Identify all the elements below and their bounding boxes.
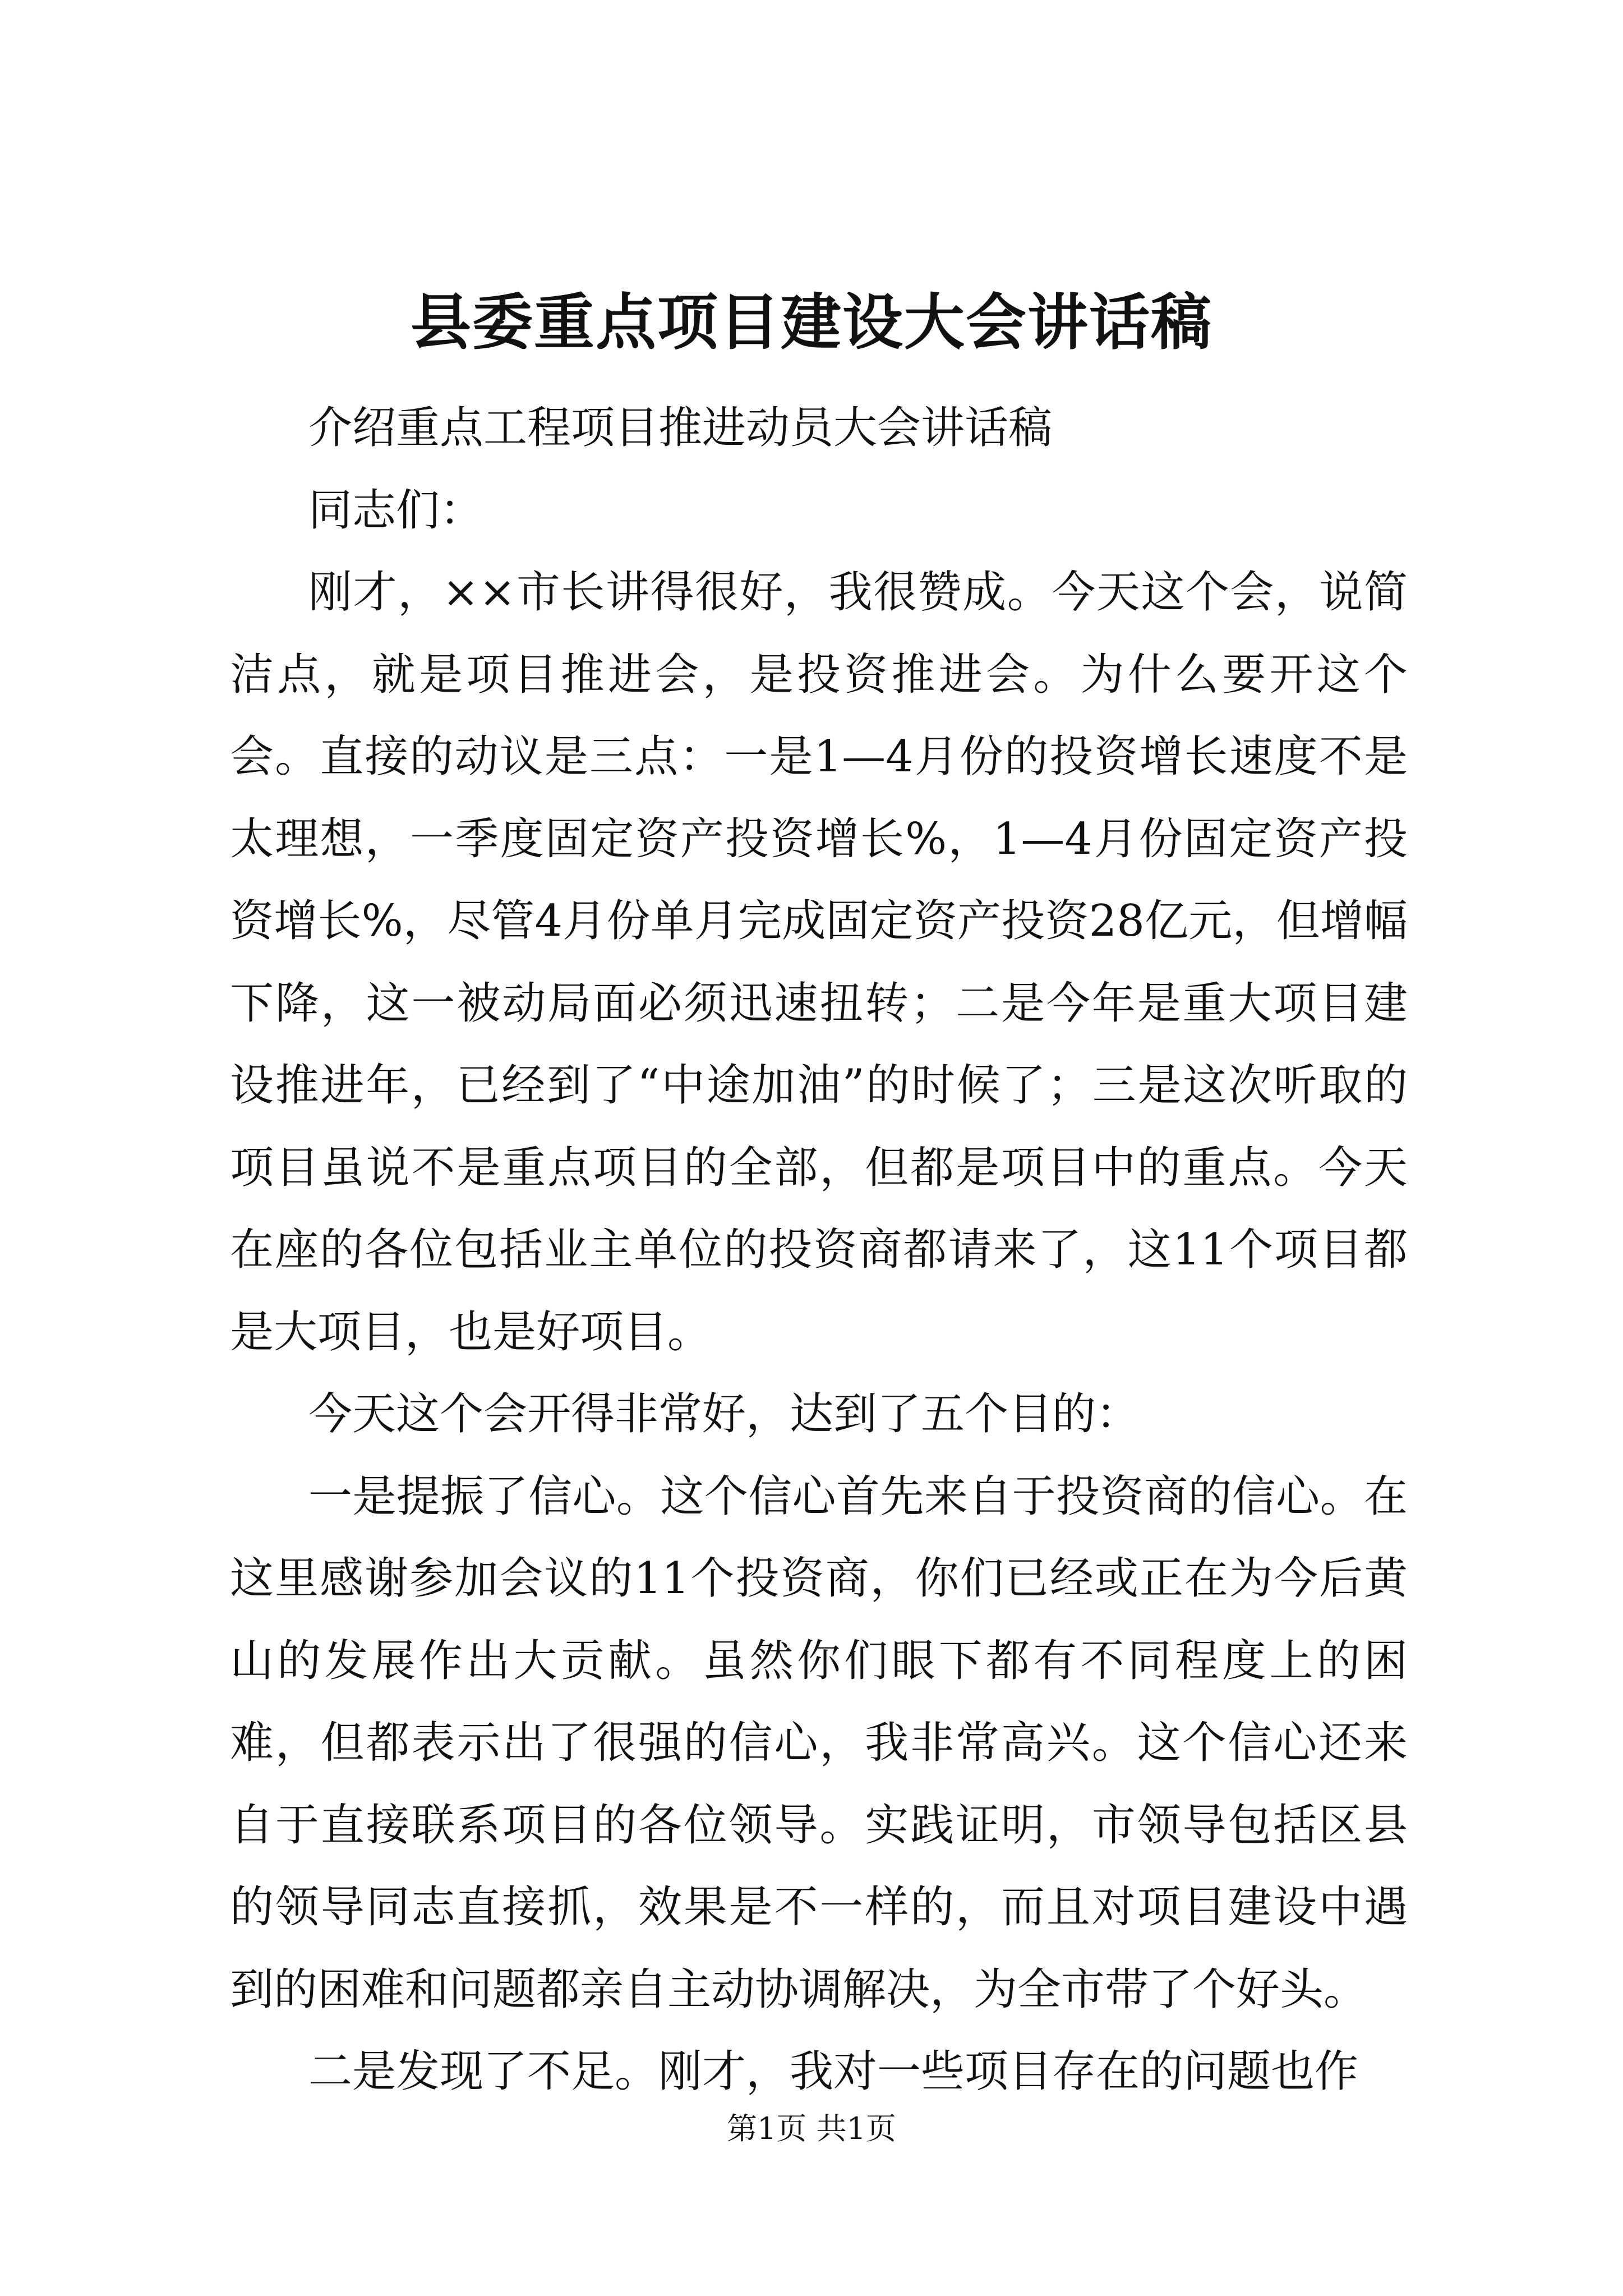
- paragraph-subtitle: 介绍重点工程项目推进动员大会讲话稿: [308, 403, 1053, 453]
- page-footer: 第1页 共1页: [727, 2111, 896, 2146]
- paragraph-point-two: 二是发现了不足。刚才，我对一些项目存在的问题也作: [308, 2046, 1359, 2097]
- document-body: [230, 387, 1408, 2113]
- paragraph-point-one: 一是提振了信心。这个信心首先来自于投资商的信心。在这里感谢参加会议的11个投资商，你们已经或正在为今后黄山的发展作出大贡献。虽然你们眼下都有不同程度上的困难，但都表示出了很强的信心，我非常高兴。这个信心还来自于直接联系项目的各位领导。实践证明，市领导包括区县的领导同志直接抓，效果是不一样的，而且对项目建设中遇到的困难和问题都亲自主动协调解决，为全市带了个好头。: [230, 1471, 1408, 2015]
- paragraph-opening: 刚才，××市长讲得很好，我很赞成。今天这个会，说简洁点，就是项目推进会，是投资推进会。为什么要开这个会。直接的动议是三点：一是1—4月份的投资增长速度不是太理想，一季度固定资产投资增长%，1—4月份固定资产投资增长%，尽管4月份单月完成固定资产投资28亿元，但增幅下降，这一被动局面必须迅速扭转；二是今年是重大项目建设推进年，已经到了“中途加油”的时候了；三是这次听取的项目虽说不是重点项目的全部，但都是项目中的重点。今天在座的各位包括业主单位的投资商都请来了，这11个项目都是大项目，也是好项目。: [230, 567, 1408, 1358]
- document-title: 县委重点项目建设大会讲话稿: [410, 287, 1212, 358]
- paragraph-five-goals: 今天这个会开得非常好，达到了五个目的：: [308, 1389, 1140, 1439]
- paragraph-salutation: 同志们：: [308, 485, 484, 536]
